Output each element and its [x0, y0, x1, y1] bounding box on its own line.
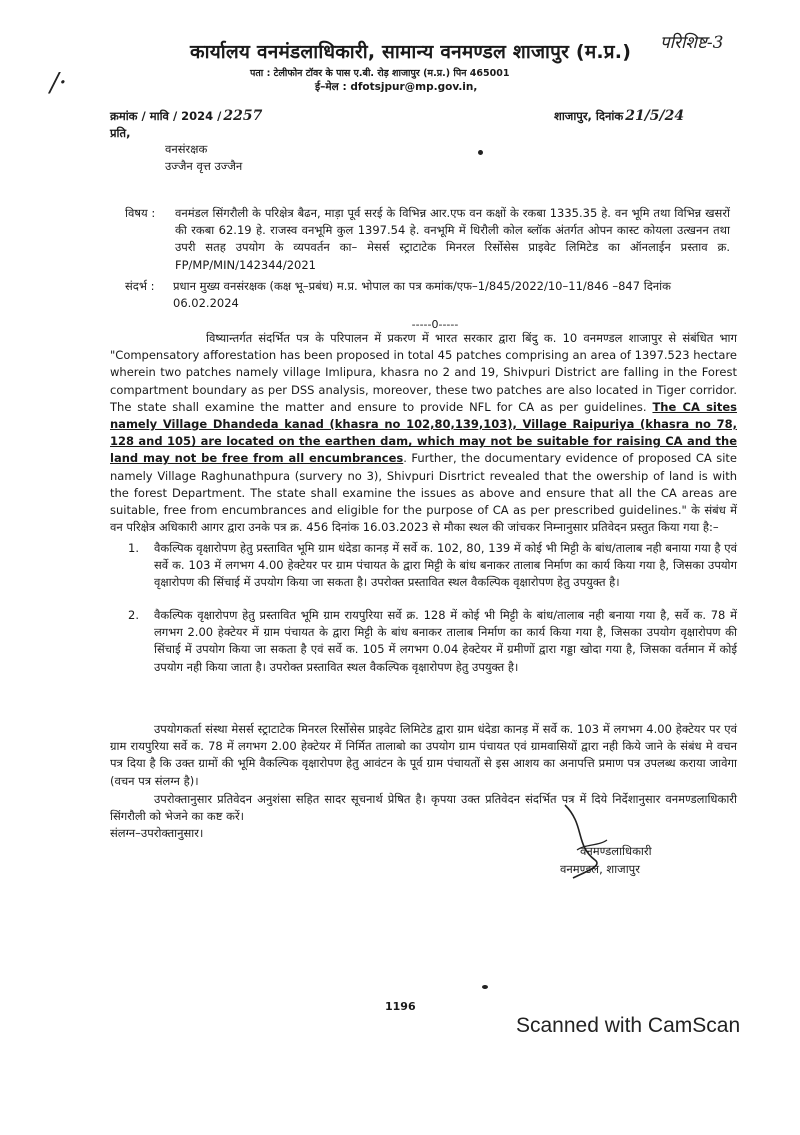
reference-line [110, 108, 262, 125]
para1-underlined: The CA sites namely Village Dhandeda kanad (khasra no 102,80,139,103), Village Raipuriya (khasra no 78, 128 and 105) are located on the earthen dam, which may not be suitable for raising CA and the land may not be free from all encumbrances [110, 399, 738, 466]
margin-mark: /· [50, 68, 68, 98]
list-item [110, 540, 737, 592]
office-email: ई–मेल : dfotsjpur@mp.gov.in, [315, 81, 478, 93]
subject-block [125, 205, 730, 274]
scanner-watermark: Scanned with CamScan [516, 1014, 741, 1037]
date-value: 21/5/24 [625, 108, 685, 124]
date-line [554, 108, 684, 125]
body-paragraph-1 [110, 330, 737, 536]
office-title: कार्यालय वनमंडलाधिकारी, सामान्य वनमण्डल शाजापुर (म.प्र.) [190, 41, 632, 63]
reference-number: 2257 [223, 108, 263, 124]
list-item [110, 607, 737, 676]
signatory-title: वनमण्डलाधिकारी [580, 844, 652, 858]
para1-text-a: विष्यान्तर्गत संदर्भित पत्र के परिपालन में प्रकरण में भारत सरकार द्वारा बिंदु क. 10 वनमण्डल शाजापुर से संबंधित भाग "Compensatory afforestation has been proposed in total 45 patches comprising an area of 1397.523 hectare wherein two patches namely village Imlipura, khasra no 2 and 19, Shivpuri District are falling in the Forest compartment boundary as per DSS analysis, moreover, these two patches are also located in Tiger corridor. The state shall examine the matter and ensure to provide NFL for CA as per guidelines. [110, 331, 737, 414]
subject-text: वनमंडल सिंगरौली के परिक्षेत्र बैढन, माड़ा पूर्व सरई के विभिन्न आर.एफ वन कक्षों के रकबा 1335.35 हे. वन भूमि तथा विभिन्न खसरों की रकबा 62.19 हे. राजस्व वनभूमि कुल 1397.54 हे. वनभूमि में धिरौली कोल ब्लॉक अंतर्गत ओपन कास्ट कोयला उत्खनन तथा उपरी सतह उपयोग के व्यपवर्तन का– मेसर्स स्ट्राटाटेक मिनरल रिर्सोसेस प्राइवेट लिमिटेड का ऑनलाईन प्रस्ताव क्र. FP/MP/MIN/142344/2021 [175, 206, 730, 272]
divider: -----0----- [411, 318, 459, 331]
enclosure-note: संलग्न–उपरोक्तानुसार। [110, 826, 204, 840]
list-item-number: 2. [128, 608, 139, 622]
to-label: प्रति, [110, 126, 131, 140]
date-prefix: शाजापुर, दिनांक [554, 109, 624, 123]
list-item-text: वैकल्पिक वृक्षारोपण हेतु प्रस्तावित भूमि ग्राम रायपुरिया सर्वे क्र. 128 में कोई भी मिट्टी के बांध/तालाब नही बनाया गया है, सर्वे क. 78 में लगभग 2.00 हेक्टेयर में ग्राम पंचायत के द्वारा मिट्टी के बांध बनाकर तालाब निर्माण का कार्य किया गया है, जिसका उपयोग वृक्षारोपण की सिंचाई में उपयोग किया जा सकता है एवं सर्वे क. 105 में लगभग 0.04 हेक्टेयर में ग्रमीणों द्वारा गड्डा खोदा गया है, जिसका वर्तमान में कोई उपयोग नही किया जाता है। उपरोक्त प्रस्तावित स्थल वैकल्पिक वृक्षारोपण हेतु उपयुक्त है। [154, 608, 737, 674]
scan-speck [482, 985, 488, 989]
subject-label: विषय : [125, 206, 156, 220]
reference-block [125, 278, 735, 312]
recipient-line-1: वनसंरक्षक [165, 142, 208, 156]
reference-prefix: क्रमांक / मावि / 2024 / [110, 109, 222, 123]
list-item-text: वैकल्पिक वृक्षारोपण हेतु प्रस्तावित भूमि ग्राम धंदेडा कानड़ में सर्वे क. 102, 80, 139 में कोई भी मिट्टी के बांध/तालाब नही बनाया गया है एवं सर्वे क. 103 में लगभग 4.00 हेक्टेयर पर ग्राम पंचायत के द्वारा मिट्टी के बांध बनाकर तालाब निर्माण का कार्य किया गया है, जिसका उपयोग वृक्षारोपण की सिंचाई में उपयोग किया जा सकता है। उपरोक्त प्रस्तावित स्थल वैकल्पिक वृक्षारोपण हेतु उपयुक्त है। [154, 541, 737, 590]
corner-annotation: परिशिष्ट-3 [660, 33, 724, 53]
reference-label: संदर्भ : [125, 279, 155, 293]
body-paragraph-3: उपरोक्तानुसार प्रतिवेदन अनुशंसा सहित सादर सूचनार्थ प्रेषित है। कृपया उक्त प्रतिवेदन संदर्भित पत्र में दिये निर्देशानुसार वनमण्डलाधिकारी सिंगरौली को भेजने का कष्ट करें। [110, 792, 737, 824]
list-item-number: 1. [128, 541, 139, 555]
scan-speck [478, 150, 483, 155]
body-paragraph-2: उपयोगकर्ता संस्था मेसर्स स्ट्राटाटेक मिनरल रिर्सोसेस प्राइवेट लिमिटेड द्वारा ग्राम धंदेडा कानड़ में सर्वे क. 103 में लगभग 4.00 हेक्टेयर पर एवं ग्राम रायपुरिया सर्वे क. 78 में लगभग 2.00 हेक्टेयर में निर्मित तालाबो का उपयोग ग्राम पंचायत एवं ग्रामवासियों द्वारा नही किये जाने के संबंध मे वचन पत्र दिया है कि उक्त ग्रामों की भूमि वैकल्पिक वृक्षारोपण हेतु आवंटन के पूर्व ग्राम पंचायतों से इस आशय का अनापत्ति प्रमाण पत्र उपलब्ध कराया जावेगा (वचन पत्र संलग्न है)। [110, 722, 737, 788]
reference-text: प्रधान मुख्य वनसंरक्षक (कक्ष भू–प्रबंध) म.प्र. भोपाल का पत्र कमांक/एफ–1/845/2022/10–11/846 –847 दिनांक 06.02.2024 [173, 279, 671, 311]
signatory-office: वनमण्डल, शाजापुर [560, 862, 640, 876]
page-number: 1196 [385, 1000, 416, 1013]
office-address: पता : टेलीफोन टॉवर के पास ए.बी. रोड़ शाजापुर (म.प्र.) पिन 465001 [250, 68, 510, 79]
recipient-line-2: उज्जैन वृत्त उज्जैन [165, 159, 243, 173]
para1-text-b: . Further, the documentary evidence of proposed CA site namely Village Raghunathpura (survery no 3), Shivpuri Disrtrict revealed that the owership of land is with the forest Department. The state shall examine the issues as above and ensure that all the CA areas are suitable, free from encumbrances and eligible for the purpose of CA as per prescribed guidelines." के संबंध में वन परिक्षेत्र अधिकारी आगर द्वारा उनके पत्र क्र. 456 दिनांक 16.03.2023 से मौका स्थल की जांचकर निम्नानुसार प्रतिवेदन प्रस्तुत किया गया है:– [110, 451, 737, 535]
